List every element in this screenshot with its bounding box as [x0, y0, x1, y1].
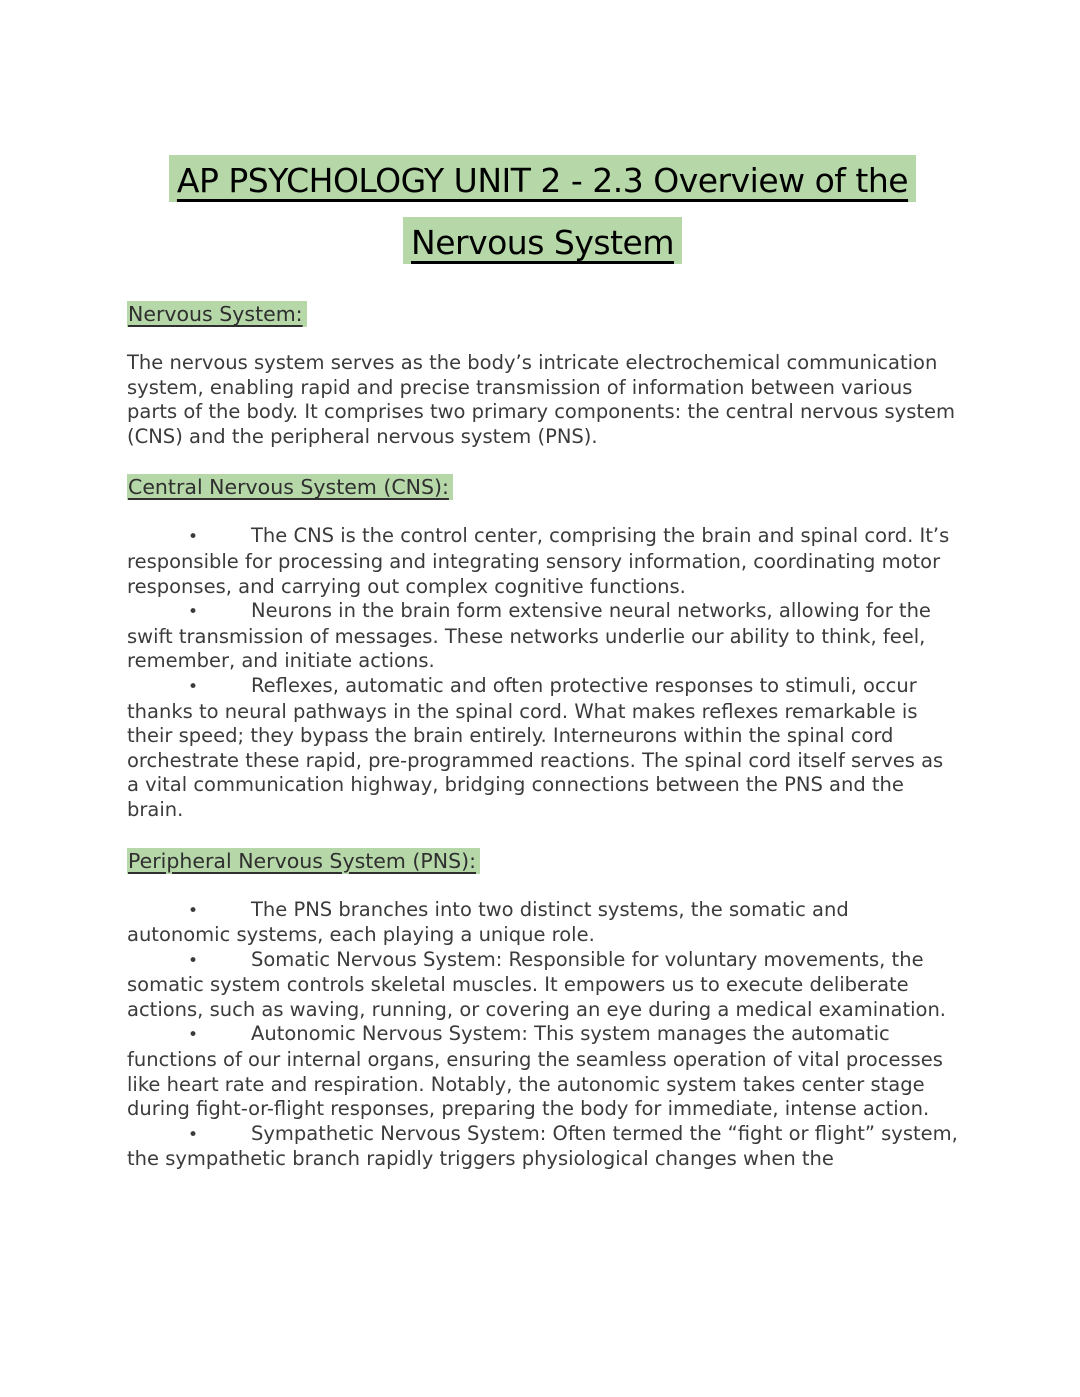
- bullet-marker: •: [187, 950, 199, 971]
- bullet-text: The CNS is the control center, comprising the brain and spinal cord. It’s responsible for processing and integrating sensory information, coordinating motor responses, and carrying out complex cognitive functions.: [127, 524, 950, 598]
- section-heading-cns: [127, 475, 958, 500]
- bullet-text: Autonomic Nervous System: This system manages the automatic functions of our internal organs, ensuring the seamless operation of vital processes like heart rate and respiration. Notably, the autonomic system takes center stage during fight-or-flight responses, preparing the body for immediate, intense action.: [127, 1022, 943, 1121]
- document-title: AP PSYCHOLOGY UNIT 2 - 2.3 Overview of the Nervous System: [169, 155, 916, 264]
- section-heading-nervous-system-text: Nervous System:: [127, 301, 307, 327]
- bullet-item: [127, 599, 958, 674]
- bullet-marker: •: [187, 1025, 199, 1046]
- bullet-marker: •: [187, 527, 199, 548]
- cns-bullet-list: [127, 524, 958, 822]
- bullet-text: Reflexes, automatic and often protective responses to stimuli, occur thanks to neural pathways in the spinal cord. What makes reflexes remarkable is their speed; they bypass the brain entirely. Interneurons within the spinal cord orchestrate these rapid, pre-programmed reactions. The spinal cord itself serves as a vital communication highway, bridging connections between the PNS and the brain.: [127, 673, 944, 821]
- section-heading-pns-text: Peripheral Nervous System (PNS):: [127, 848, 480, 874]
- bullet-marker: •: [187, 676, 199, 697]
- section-heading-cns-text: Central Nervous System (CNS):: [127, 474, 453, 500]
- bullet-marker: •: [187, 602, 199, 623]
- bullet-item: [127, 1122, 958, 1172]
- bullet-item: [127, 674, 958, 823]
- bullet-text: Neurons in the brain form extensive neural networks, allowing for the swift transmission of messages. These networks underlie our ability to think, feel, remember, and initiate actions.: [127, 599, 931, 673]
- pns-bullet-list: [127, 898, 958, 1173]
- bullet-item: [127, 1022, 958, 1121]
- nervous-system-paragraph: The nervous system serves as the body’s intricate electrochemical communication system, enabling rapid and precise transmission of information between various parts of the body. It comprises two primary components: the central nervous system (CNS) and the peripheral nervous system (PNS).: [127, 351, 955, 448]
- bullet-text: Sympathetic Nervous System: Often termed the “fight or flight” system, the sympathetic branch rapidly triggers physiological changes when the: [127, 1121, 958, 1171]
- bullet-marker: •: [187, 900, 199, 921]
- section-heading-nervous-system: [127, 302, 958, 327]
- document-title-block: [137, 150, 948, 274]
- bullet-item: [127, 898, 958, 948]
- bullet-item: [127, 524, 958, 599]
- bullet-item: [127, 948, 958, 1023]
- bullet-text: Somatic Nervous System: Responsible for voluntary movements, the somatic system controls skeletal muscles. It empowers us to execute deliberate actions, such as waving, running, or covering an eye during a medical examination.: [127, 947, 947, 1021]
- bullet-marker: •: [187, 1124, 199, 1145]
- bullet-text: The PNS branches into two distinct systems, the somatic and autonomic systems, each playing a unique role.: [127, 897, 849, 947]
- section-heading-pns: [127, 849, 958, 874]
